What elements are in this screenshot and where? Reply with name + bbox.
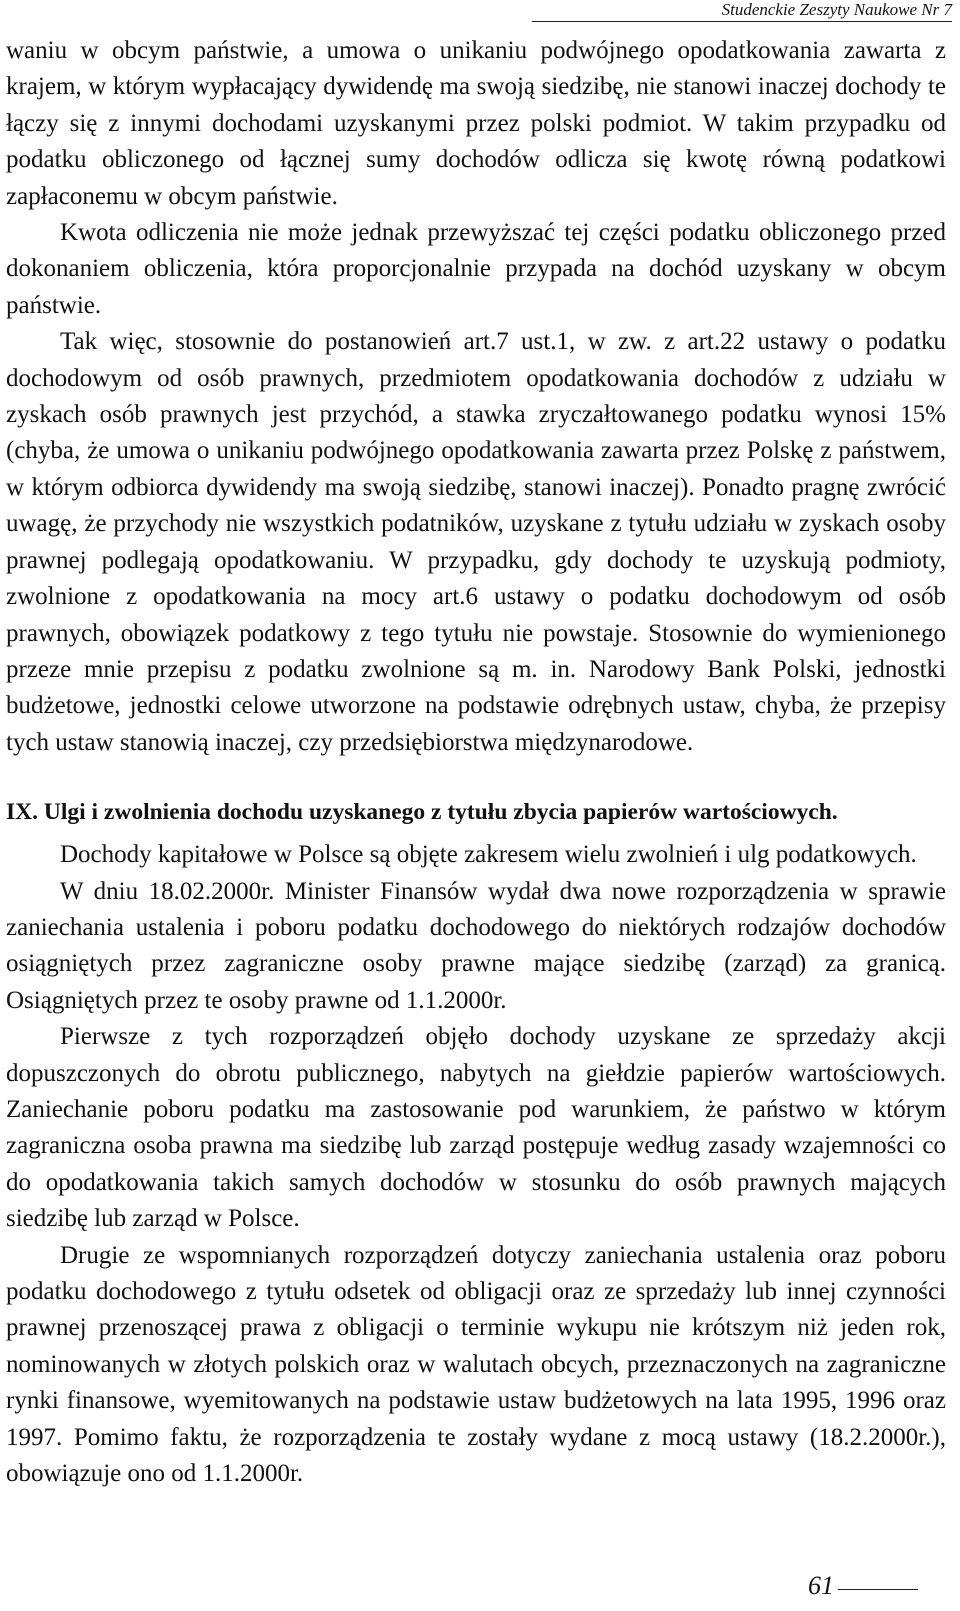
paragraph: W dniu 18.02.2000r. Minister Finansów wydał dwa nowe rozporządzenia w sprawie zaniechania ustalenia i poboru podatku dochodowego do niektórych rodzajów dochodów osiągniętych przez zagraniczne osoby prawne mające siedzibę (zarząd) za granicą. Osiągniętych przez te osoby prawne od 1.1.2000r. bbox=[6, 877, 946, 1014]
body-text bbox=[6, 33, 946, 1492]
paragraph-continuation: waniu w obcym państwie, a umowa o unikaniu podwójnego opodatkowania zawarta z krajem, w którym wypłacający dywidendę ma swoją siedzibę, nie stanowi inaczej dochody te łączy się z innymi dochodami uzyskanymi przez polski podmiot. W takim przypadku od podatku obliczonego od łącznej sumy dochodów odlicza się kwotę równą podatkowi zapłaconemu w obcym państwie. bbox=[6, 37, 946, 210]
paragraph: Drugie ze wspomnianych rozporządzeń dotyczy zaniechania ustalenia oraz poboru podatku dochodowego z tytułu odsetek od obligacji oraz ze sprzedaży lub innej czynności prawnej przenoszącej prawa z obligacji o terminie wykupu nie krótszym niż jeden rok, nominowanych w złotych polskich oraz w walutach obcych, przeznaczonych na zagraniczne rynki finansowe, wyemitowanych na podstawie ustaw budżetowych na lata 1995, 1996 oraz 1997. Pomimo faktu, że rozporządzenia te zostały wydane z mocą ustawy (18.2.2000r.), obowiązuje ono od 1.1.2000r. bbox=[6, 1241, 946, 1488]
paragraph: Kwota odliczenia nie może jednak przewyższać tej części podatku obliczonego przed dokonaniem obliczenia, która proporcjonalnie przypada na dochód uzyskany w obcym państwie. bbox=[6, 219, 946, 319]
running-header: Studenckie Zeszyty Naukowe Nr 7 bbox=[532, 0, 952, 22]
paragraph: Tak więc, stosownie do postanowień art.7 ust.1, w zw. z art.22 ustawy o podatku dochodowym od osób prawnych, przedmiotem opodatkowania dochodów z udziału w zyskach osób prawnych jest przychód, a stawka zryczałtowanego podatku wynosi 15% (chyba, że umowa o unikaniu podwójnego opodatkowania zawarta przez Polskę z państwem, w którym odbiorca dywidendy ma swoją siedzibę, stanowi inaczej). Ponadto pragnę zwrócić uwagę, że przychody nie wszystkich podatników, uzyskane z tytułu udziału w zyskach osoby prawnej podlegają opodatkowaniu. W przypadku, gdy dochody te uzyskują podmioty, zwolnione z opodatkowania na mocy art.6 ustawy o podatku dochodowym od osób prawnych, obowiązek podatkowy z tego tytułu nie powstaje. Stosownie do wymienionego przeze mnie przepisu z podatku zwolnione są m. in. Narodowy Bank Polski, jednostki budżetowe, jednostki celowe utworzone na podstawie odrębnych ustaw, chyba, że przepisy tych ustaw stanowią inaczej, czy przedsiębiorstwa międzynarodowe. bbox=[6, 328, 946, 756]
footer-rule bbox=[838, 1589, 918, 1590]
paragraph: Dochody kapitałowe w Polsce są objęte zakresem wielu zwolnień i ulg podatkowych. bbox=[60, 841, 917, 869]
paragraph: Pierwsze z tych rozporządzeń objęło dochody uzyskane ze sprzedaży akcji dopuszczonych do obrotu publicznego, nabytych na giełdzie papierów wartościowych. Zaniechanie poboru podatku ma zastosowanie pod warunkiem, że państwo w którym zagraniczna osoba prawna ma siedzibę lub zarząd postępuje według zasady wzajemności co do opodatkowania takich samych dochodów w stosunku do osób prawnych mających siedzibę lub zarząd w Polsce. bbox=[6, 1023, 946, 1233]
section-heading: IX. Ulgi i zwolnienia dochodu uzyskanego z tytułu zbycia papierów wartościowych. bbox=[6, 799, 838, 826]
page-number-footer bbox=[808, 1571, 928, 1601]
page-number: 61 bbox=[808, 1571, 834, 1600]
